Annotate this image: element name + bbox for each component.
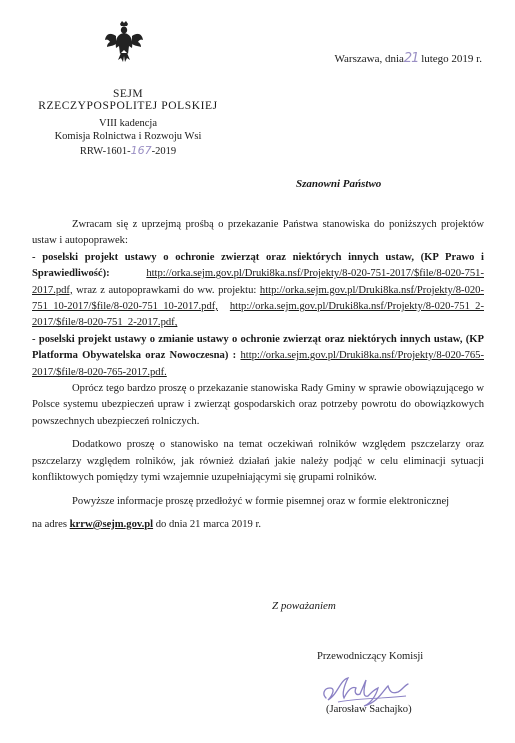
signatory-title: Przewodniczący Komisji [317,651,424,662]
bill-1-amendment-link-1[interactable]: http://orka.sejm.gov.pl/Druki8ka.nsf/Projekty/8-020-751_10-2017/$file/8-020-751_10-2017.pdf, [32,284,484,313]
reference-handwritten: 167 [130,144,152,157]
email-link[interactable]: krrw@sejm.gov.pl [69,518,154,530]
intro-paragraph: Zwracam się z uprzejmą prośbą o przekazanie Państwa stanowiska do poniższych projektów ustaw i autopoprawek: [32,219,484,247]
header-sejm: SEJM [112,88,144,100]
polish-eagle-emblem-icon [104,20,144,64]
date-day-handwritten: 21 [403,51,419,66]
bill-item-2: - poselski projekt ustawy o zmianie ustawy o ochronie zwierząt oraz niektórych innych ustaw, (KP Platforma Obywatelska oraz Nowoczesna) : http://orka.sejm.gov.pl/Druki8ka.nsf/Projekty/8-020-765-2017/$file/8-020-765-2017.pdf. [32,333,484,378]
header-rzeczpospolita: RZECZYPOSPOLITEJ POLSKIEJ [38,100,218,112]
bill-1-link[interactable]: http://orka.sejm.gov.pl/Druki8ka.nsf/Projekty/8-020-751-2017/$file/8-020-751-2017.pdf, [32,268,484,296]
bill-2-link[interactable]: http://orka.sejm.gov.pl/Druki8ka.nsf/Projekty/8-020-765-2017/$file/8-020-765-2017.pdf. [32,350,484,378]
letter-body [32,217,484,533]
paragraph-beekeepers: Dodatkowo proszę o stanowisko na temat oczekiwań rolników względem pszczelarzy oraz pszczelarzy względem rolników, jak również działań jakie należy podjąć w celu eliminacji sytuacji konfliktowych pomiędzy tymi wzajemnie uzupełniającymi się grupami rolników. [32,439,484,484]
paragraph-address: na adres krrw@sejm.gov.pl do dnia 21 marca 2019 r. [32,518,262,530]
header-komisja: Komisja Rolnictwa i Rozwoju Wsi [54,131,202,142]
closing-phrase: Z poważaniem [272,600,336,612]
signatory-name: (Jarosław Sachajko) [326,704,412,715]
header-kadencja: VIII kadencja [98,118,157,129]
paragraph-format: Powyższe informacje proszę przedłożyć w formie pisemnej oraz w formie elektronicznej [72,495,450,507]
handwritten-signature-icon [318,668,418,708]
reference-number: RRW-1601-167-2019 [79,144,177,157]
bill-item-1: - poselski projekt ustawy o ochronie zwierząt oraz niektórych innych ustaw, (KP Prawo i Sprawiedliwość): http://orka.sejm.gov.pl/Druki8ka.nsf/Projekty/8-020-751-2017/$file/8-020-751-2017.pdf, wraz z autopoprawkami do ww. projektu: http://orka.sejm.gov.pl/Druki8ka.nsf/Projekty/8-020-751_10-2017/$file/8-020-751_10-2017.pdf, http://orka.sejm.gov.pl/Druki8ka.nsf/Projekty/8-020-751_2-2017/$file/8-020-751_2-2017.pdf, [32,251,484,329]
paragraph-insurance: Oprócz tego bardzo proszę o przekazanie stanowiska Rady Gminy w sprawie obowiązującego w Polsce systemu ubezpieczeń upraw i zwierząt gospodarskich oraz potrzeby powrotu do obowiązkowych powszechnych ubezpieczeń rolniczych. [32,383,484,427]
letter-date: Warszawa, dnia21 lutego 2019 r. [334,51,482,66]
bill-1-amendment-link-2[interactable]: http://orka.sejm.gov.pl/Druki8ka.nsf/Projekty/8-020-751_2-2017/$file/8-020-751_2-2017.pdf, [32,301,484,329]
greeting: Szanowni Państwo [296,178,382,190]
